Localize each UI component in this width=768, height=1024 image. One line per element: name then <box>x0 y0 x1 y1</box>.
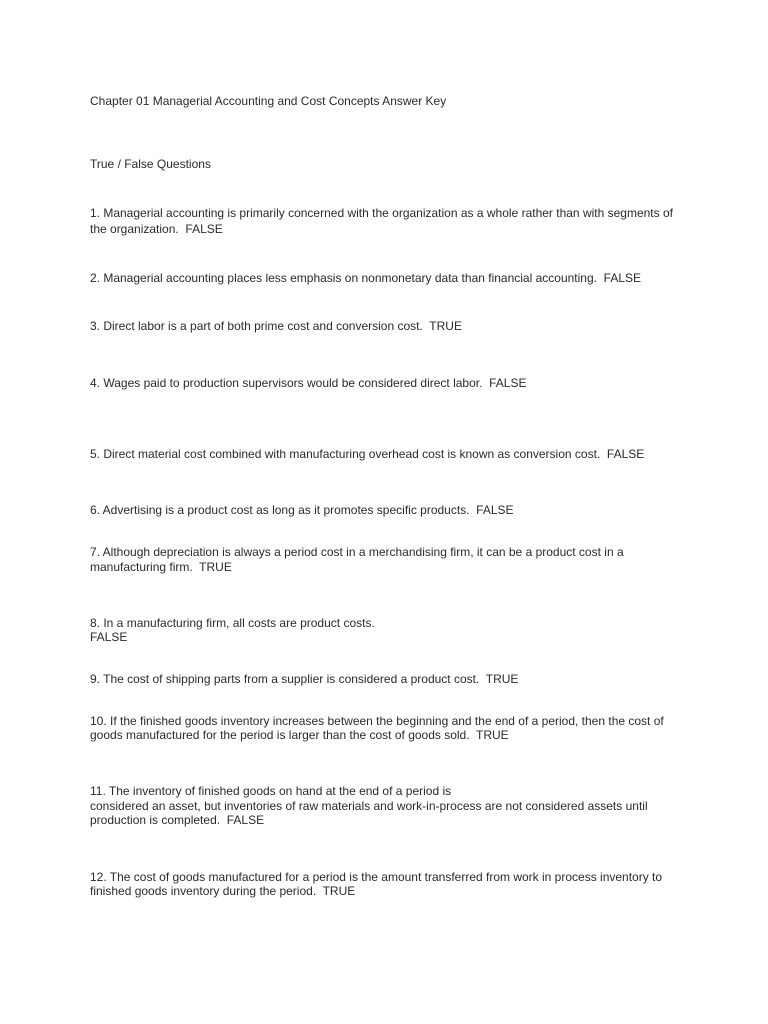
section-heading: True / False Questions <box>90 157 211 171</box>
question-12-line-1: 12. The cost of goods manufactured for a period is the amount transferred from work in process inventory to <box>90 870 663 884</box>
question-2-line-1: 2. Managerial accounting places less emphasis on nonmonetary data than financial accounting. FALSE <box>90 271 642 285</box>
question-9-line-1: 9. The cost of shipping parts from a supplier is considered a product cost. TRUE <box>90 672 519 686</box>
question-5-line-1: 5. Direct material cost combined with manufacturing overhead cost is known as conversion cost. FALSE <box>90 447 645 461</box>
question-12-line-2: finished goods inventory during the period. TRUE <box>90 884 356 898</box>
question-7-line-1: 7. Although depreciation is always a period cost in a merchandising firm, it can be a product cost in a <box>90 545 624 559</box>
question-1-line-1: 1. Managerial accounting is primarily concerned with the organization as a whole rather than with segments of <box>90 206 673 220</box>
question-6-line-1: 6. Advertising is a product cost as long as it promotes specific products. FALSE <box>90 503 514 517</box>
question-8-line-2: FALSE <box>90 630 128 644</box>
question-11-line-2: considered an asset, but inventories of raw materials and work-in-process are not considered assets until <box>90 799 648 813</box>
question-3-line-1: 3. Direct labor is a part of both prime cost and conversion cost. TRUE <box>90 319 462 333</box>
document-title: Chapter 01 Managerial Accounting and Cost Concepts Answer Key <box>90 94 447 108</box>
question-1-line-2: the organization. FALSE <box>90 222 223 236</box>
question-10-line-2: goods manufactured for the period is larger than the cost of goods sold. TRUE <box>90 728 509 742</box>
question-7-line-2: manufacturing firm. TRUE <box>90 560 232 574</box>
question-4-line-1: 4. Wages paid to production supervisors would be considered direct labor. FALSE <box>90 376 527 390</box>
question-10-line-1: 10. If the finished goods inventory increases between the beginning and the end of a period, then the cost of <box>90 714 664 728</box>
question-8-line-1: 8. In a manufacturing firm, all costs are product costs. <box>90 616 375 630</box>
question-11-line-3: production is completed. FALSE <box>90 813 265 827</box>
question-11-line-1: 11. The inventory of finished goods on hand at the end of a period is <box>90 784 452 798</box>
